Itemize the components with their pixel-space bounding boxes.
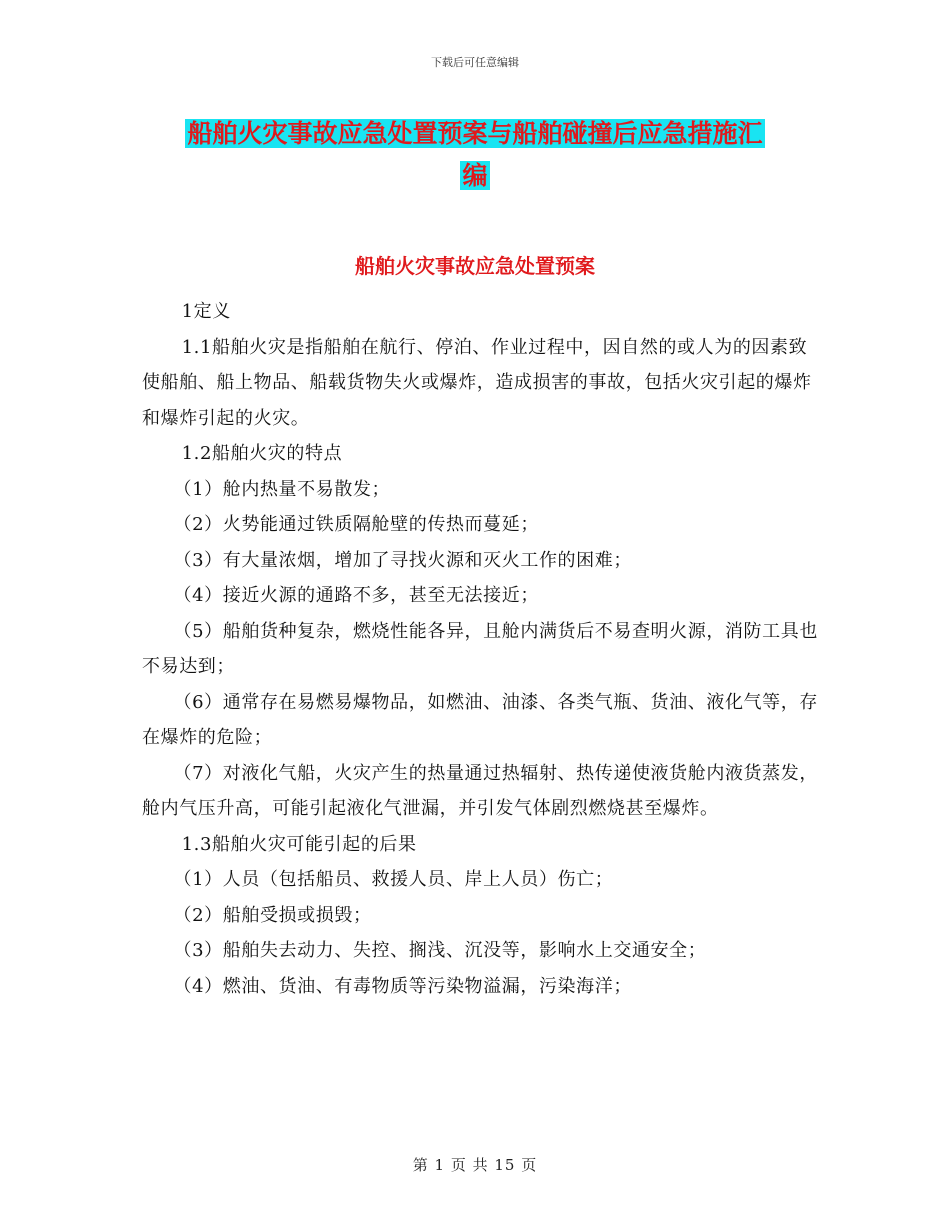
document-title-line-2 (0, 156, 950, 192)
document-title-line-1 (0, 114, 950, 150)
list-item: （1）舱内热量不易散发； (173, 478, 391, 500)
header-note: 下载后可任意编辑 (431, 56, 519, 69)
list-item: （1）人员（包括船员、救援人员、岸上人员）伤亡； (173, 869, 614, 890)
document-body (142, 294, 818, 1004)
list-item: （6）通常存在易燃易爆物品，如燃油、油漆、各类气瓶、货油、液化气等，存在爆炸的危险； (142, 691, 818, 748)
list-item: （7）对液化气船，火灾产生的热量通过热辐射、热传递使液货舱内液货蒸发，舱内气压升高，可能引起液化气泄漏，并引发气体剧烈燃烧甚至爆炸。 (142, 762, 818, 819)
document-title-text-2: 编 (462, 161, 488, 190)
list-item: （2）火势能通过铁质隔舱壁的传热而蔓延； (173, 514, 539, 535)
list-item: （2）船舶受损或损毁； (173, 904, 372, 926)
paragraph-1-1: 1.1船舶火灾是指船舶在航行、停泊、作业过程中，因自然的或人为的因素致使船舶、船上物品、船载货物失火或爆炸，造成损害的事故，包括火灾引起的爆炸和爆炸引起的火灾。 (142, 336, 812, 429)
heading-1-2: 1.2船舶火灾的特点 (181, 443, 343, 464)
document-title-text-1: 船舶火灾事故应急处置预案与船舶碰撞后应急措施汇 (187, 119, 763, 148)
list-item: （4）燃油、货油、有毒物质等污染物溢漏，污染海洋； (173, 975, 632, 997)
heading-1-3: 1.3船舶火灾可能引起的后果 (181, 833, 417, 855)
list-item: （5）船舶货种复杂，燃烧性能各异，且舱内满货后不易查明火源，消防工具也不易达到； (142, 620, 818, 677)
list-item: （3）船舶失去动力、失控、搁浅、沉没等，影响水上交通安全； (173, 940, 707, 961)
heading-definition: 1定义 (181, 301, 231, 322)
page-footer: 第 1 页 共 15 页 (412, 1156, 538, 1174)
section-title: 船舶火灾事故应急处置预案 (355, 254, 595, 278)
list-item: （3）有大量浓烟，增加了寻找火源和灭火工作的困难； (173, 549, 632, 571)
list-item: （4）接近火源的通路不多，甚至无法接近； (173, 585, 539, 606)
